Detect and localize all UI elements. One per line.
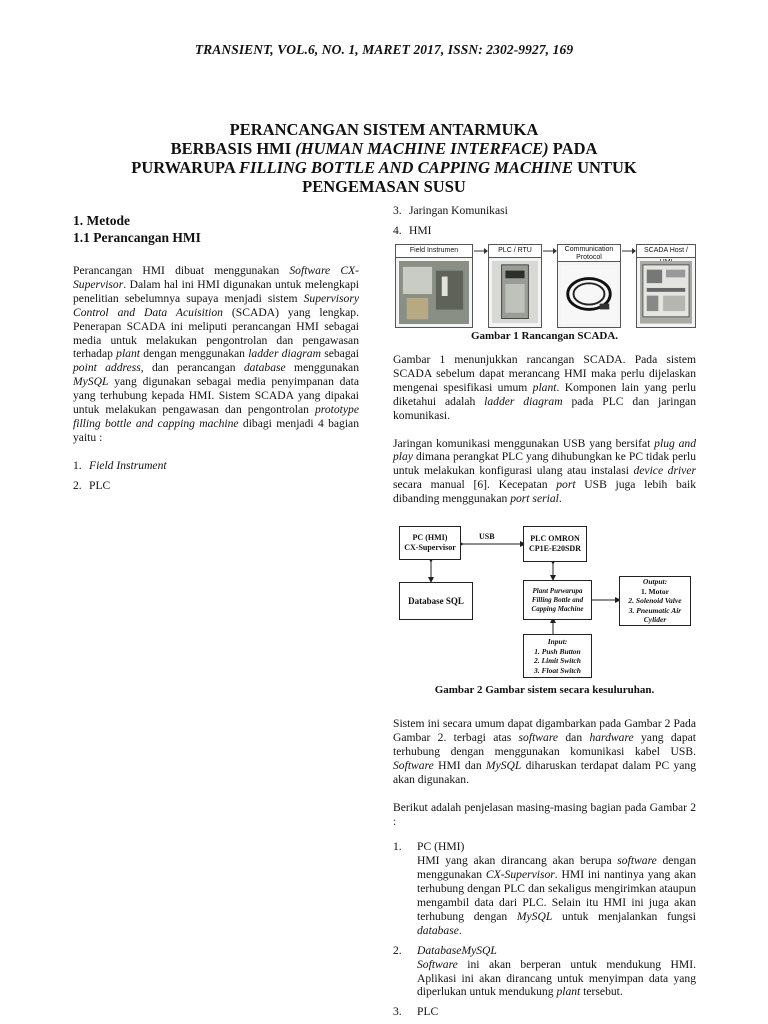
plc-device-icon xyxy=(492,261,538,323)
paragraph-scada: Gambar 1 menunjukkan rancangan SCADA. Pada sistem SCADA sebelum dapat merancang HMI maka perlu dijelaskan mengenai spesifikasi umum plant. Komponen lain yang perlu diketahui adalah ladder diagram pada PLC dan jaringan komunikasi. xyxy=(393,353,696,422)
running-head: TRANSIENT, VOL.6, NO. 1, MARET 2017, ISSN: 2302-9927, 169 xyxy=(194,42,574,57)
figure-1-caption: Gambar 1 Rancangan SCADA. xyxy=(470,330,619,342)
field-instrument-panel: Field Instrumen xyxy=(395,244,473,328)
machine-photo-icon xyxy=(399,261,469,324)
paragraph-explanation: Berikut adalah penjelasan masing-masing bagian pada Gambar 2 : xyxy=(393,800,696,828)
list-item: 4. HMI xyxy=(393,224,432,237)
plc-rtu-panel: PLC / RTU xyxy=(488,244,542,328)
hmi-screen-icon xyxy=(640,261,692,324)
paragraph-system: Sistem ini secara umum dapat digambarkan pada Gambar 2 Pada Gambar 2. terbagi atas software dan hardware yang dapat terhubung dengan menggunakan komunikasi kabel USB. Software HMI dan MySQL diharuskan terdapat dalam PC yang akan digunakan. xyxy=(393,717,696,786)
figure-2-caption: Gambar 2 Gambar sistem secara kesuluruhan. xyxy=(434,684,655,697)
right-column xyxy=(393,204,696,1019)
plc-omron-box: PLC OMRON CP1E-E20SDR xyxy=(523,526,587,562)
title-line-1: PERANCANGAN SISTEM ANTARMUKA xyxy=(229,120,539,139)
intro-paragraph: Perancangan HMI dibuat menggunakan Software CX-Supervisor. Dalam hal ini HMI digunakan untuk melengkapi penelitian sebelumnya supaya menjadi sistem Supervisory Control and Data Acuisition (SCADA) yang lengkap. Penerapan SCADA ini meliputi perancangan HMI sebagai media untuk melakukan pengontrolan dan pengawasan terhadap plant dengan menggunakan ladder diagram sebagai point address, dan perancangan database menggunakan MySQL yang digunakan sebagai media penyimpanan data yang terhubung kepada HMI. Sistem SCADA yang dipakai untuk melakukan pengawasan dan pengontrolan prototype filling bottle and capping machine dibagi menjadi 4 bagian yaitu : xyxy=(73,264,359,444)
list-item: 1. Field Instrument xyxy=(73,458,167,472)
paper-title xyxy=(70,120,698,196)
list-item: 2. DatabaseMySQL Software ini akan berperan untuk mendukung HMI. Aplikasi ini akan dirancang untuk menyimpan data yang diperlukan untuk mendukung plant tersebut. xyxy=(393,943,696,999)
output-box: Output: 1. Motor 2. Solenoid Valve 3. Pneumatic Air Cylider xyxy=(619,576,691,626)
pc-hmi-box: PC (HMI) CX-Supervisor xyxy=(399,526,461,560)
database-sql-box: Database SQL xyxy=(399,582,473,620)
title-line-4: PENGEMASAN SUSU xyxy=(302,177,466,196)
input-box: Input: 1. Push Button 2. Limit Switch 3. Float Switch xyxy=(523,634,592,678)
usb-label: USB xyxy=(479,532,495,542)
scada-host-panel: SCADA Host / xyxy=(636,244,696,328)
section-heading: 1. Metode xyxy=(73,213,130,228)
subsection-heading: 1.1 Perancangan HMI xyxy=(73,230,201,245)
left-column xyxy=(73,212,359,493)
figure-system-overview xyxy=(393,522,696,682)
list-item: 1. PC (HMI) HMI yang akan dirancang akan berupa software dengan menggunakan CX-Supervisor. HMI ini nantinya yang akan terhubung dengan PLC dan sekaligus mengirimkan ataupun mengambil data dari PLC. Selain itu HMI ini juga akan terhubung dengan MySQL untuk menjalankan fungsi database. xyxy=(393,840,696,937)
communication-protocol-panel: Communication Protocol xyxy=(557,244,621,328)
title-line-3: PURWARUPA FILLING BOTTLE AND CAPPING MACHINE UNTUK xyxy=(131,158,637,177)
title-line-2: BERBASIS HMI (HUMAN MACHINE INTERFACE) PADA xyxy=(170,139,598,158)
list-item: 3. PLC xyxy=(393,1005,439,1019)
figure-scada-design xyxy=(393,244,696,328)
list-item: 3. Jaringan Komunikasi xyxy=(393,204,508,217)
usb-cable-icon xyxy=(561,265,617,324)
plant-box: Plant Purwarupa Filling Bottle and Capping Machine xyxy=(523,580,592,620)
list-item: 2. PLC xyxy=(73,478,111,492)
paragraph-usb: Jaringan komunikasi menggunakan USB yang bersifat plug and play dimana perangkat PLC yang dihubungkan ke PC tidak perlu untuk melakukan konfigurasi ulang atau instalasi device driver secara manual [6]. Kecepatan port USB juga lebih baik dibanding menggunakan port serial. xyxy=(393,436,696,506)
